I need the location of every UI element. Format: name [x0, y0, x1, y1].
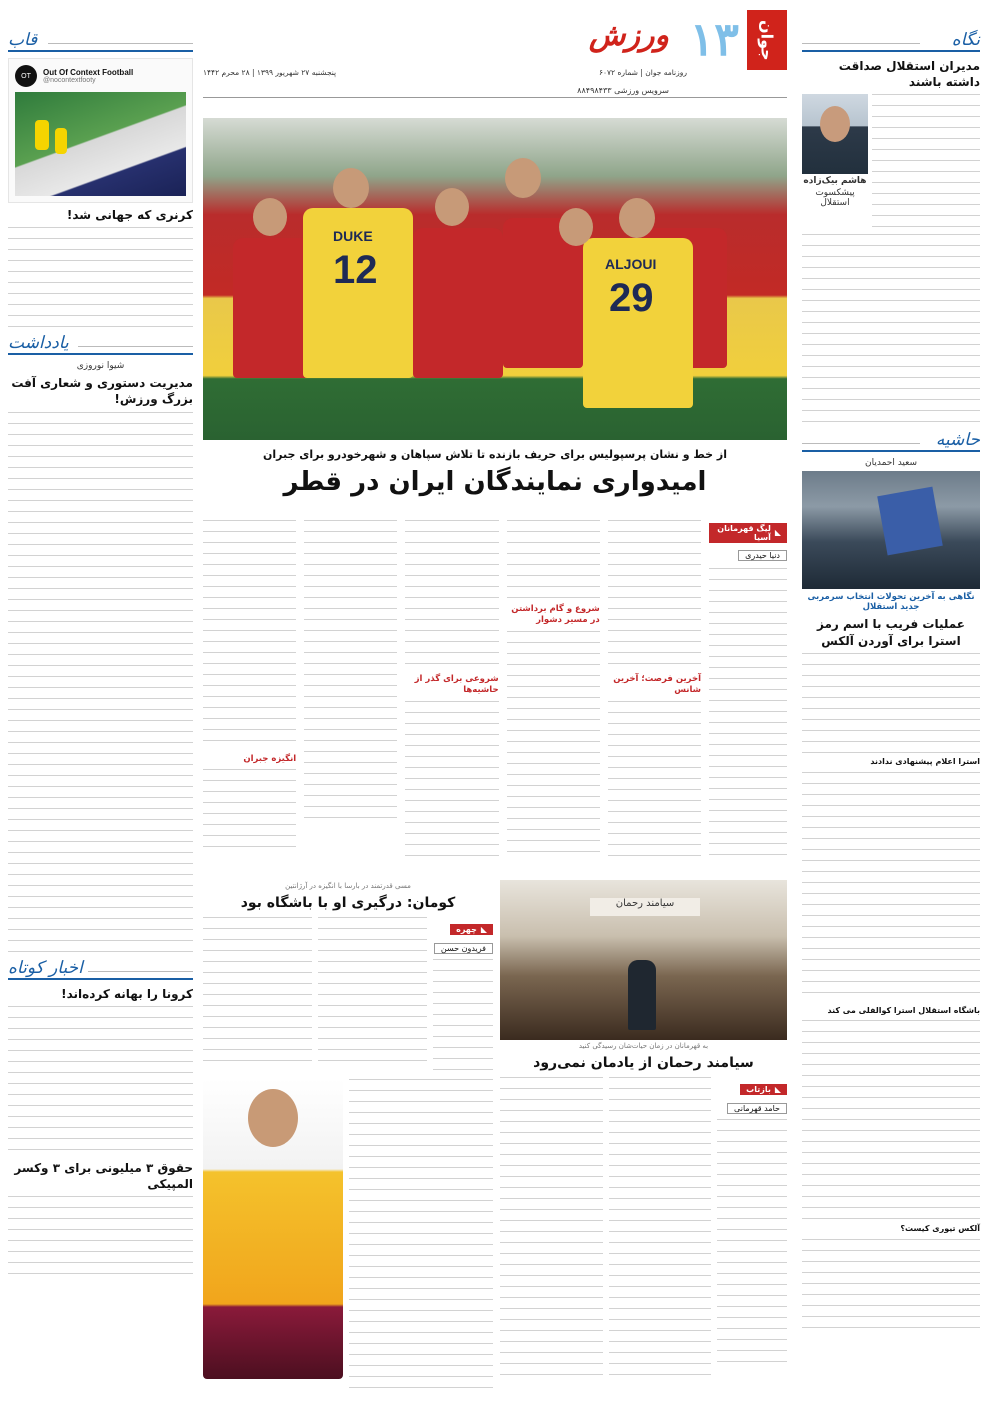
lead-author: دنیا حیدری: [738, 550, 787, 561]
story3-col-3: [500, 1077, 603, 1377]
masthead: [203, 10, 787, 98]
lead-col-2a: [608, 520, 701, 670]
alex-sub-2: باشگاه استقلال استرا کوالفلی می کند: [827, 1005, 980, 1015]
corner-body: [8, 227, 193, 327]
tweet-handle: @nocontextfooty: [43, 77, 96, 84]
jersey-name-1: DUKE: [333, 228, 373, 244]
crowd-photo[interactable]: [802, 471, 980, 589]
lead-col-1: [709, 568, 787, 858]
right-column: [802, 30, 980, 1329]
label-flag-icon: ◣: [774, 528, 781, 537]
lead-story: [203, 444, 787, 505]
section-title: ورزش: [588, 18, 669, 53]
story2-kicker: مسی قدرتمند در بارسا با انگیزه در آرژانتین: [285, 882, 411, 890]
tweet-avatar: OT: [15, 65, 37, 87]
lead-kicker: از خط و نشان پرسپولیس برای حریف بازنده تا تلاش سپاهان و شهرخودرو برای جبران: [263, 448, 727, 461]
story-siamand: [500, 880, 787, 1377]
contact-line: سرویس ورزشی ۸۸۴۹۸۴۳۳: [577, 86, 669, 95]
section-head-view: نگاه: [802, 30, 980, 52]
story2-headline[interactable]: کومان: درگیری او با باشگاه بود: [240, 895, 456, 911]
lead-sub-d: انگیزه جبران: [243, 754, 297, 764]
messi-photo[interactable]: [203, 1079, 343, 1379]
author2: سعید احمدیان: [864, 458, 918, 469]
lead-photo[interactable]: [203, 118, 787, 440]
section-head-note: یادداشت: [8, 333, 193, 355]
opinion-col-a: [872, 94, 980, 234]
opinion-body: [802, 234, 980, 426]
lead-sub-c: شروعی برای گذر از حاشیه‌ها: [414, 674, 499, 696]
masthead-meta: [203, 68, 687, 77]
story3-label: ◣ بازتاب: [740, 1084, 787, 1095]
brief-1-body: [8, 1006, 193, 1156]
lead-label: ◣ لیگ قهرمانان آسیا: [709, 523, 787, 543]
alex-body-4: [802, 1239, 980, 1329]
author-photo: [802, 94, 868, 174]
story2-col-1: [433, 959, 493, 1079]
date-line: پنجشنبه ۲۷ شهریور ۱۳۹۹ | ۲۸ محرم ۱۴۴۲: [203, 68, 337, 77]
story3-col-2: [609, 1077, 712, 1377]
photo-caption: نگاهی به آخرین تحولات انتخاب سرمربی جدید استقلال: [807, 592, 975, 613]
note-headline[interactable]: مدیریت دستوری و شعاری آفت بزرگ ورزش!: [11, 376, 193, 407]
story2-col-3: [203, 917, 312, 1067]
author-name: هاشم بیک‌زاده: [803, 176, 867, 187]
paper-line: روزنامه جوان | شماره ۶۰۷۲: [598, 68, 687, 77]
story3-col-1: [717, 1119, 787, 1369]
section-head-margin: حاشیه: [802, 430, 980, 452]
lead-col-5: [304, 520, 397, 820]
label-flag-icon: ◣: [480, 924, 487, 934]
office-sign: سیامند رحمان: [590, 898, 700, 916]
story-koeman: [203, 880, 493, 1389]
corner-headline[interactable]: کرنری که جهانی شد!: [66, 208, 193, 222]
lead-sub-b: آخرین فرصت؛ آخرین شانس: [613, 674, 701, 696]
page-number: ۱۳: [689, 12, 739, 66]
story3-headline[interactable]: سیامند رحمان از یادمان نمی‌رود: [533, 1055, 754, 1071]
section-head-frame: قاب: [8, 30, 193, 52]
lead-col-4a: [405, 520, 498, 670]
story2-col-2: [318, 917, 427, 1067]
left-column: [8, 30, 193, 1276]
lead-col-6a: [203, 520, 296, 750]
paper-logo[interactable]: جوان: [747, 10, 787, 70]
story-alex-headline[interactable]: عملیات فریب با اسم رمز استرا برای آوردن آلکس: [817, 617, 965, 648]
brief-2-body: [8, 1196, 193, 1276]
lead-col-3b: [507, 631, 600, 861]
story3-kicker: به قهرمانان در زمان حیات‌شان رسیدگی کنید: [578, 1042, 709, 1050]
story2-label: ◣ چهره: [450, 924, 493, 935]
jersey-number-2: 29: [609, 276, 654, 320]
brief-2-headline[interactable]: حقوق ۳ میلیونی برای ۳ وکسر المپیکی: [14, 1160, 193, 1191]
label-flag-icon: ◣: [774, 1084, 781, 1094]
tweet-name: Out Of Context Football: [43, 68, 134, 77]
alex-body-3: [802, 1020, 980, 1220]
brief-1-headline[interactable]: کرونا را بهانه کرده‌اند!: [61, 986, 193, 1001]
jersey-name-2: ALJOUI: [605, 256, 657, 272]
office-photo[interactable]: [500, 880, 787, 1040]
alex-body-2: [802, 772, 980, 1002]
note-author: شیوا نوروزی: [76, 361, 125, 372]
lead-col-2b: [608, 701, 701, 861]
story3-author: حامد قهرمانی: [727, 1103, 787, 1114]
author-role: پیشکسوت استقلال: [815, 188, 855, 209]
lead-col-3a: [507, 520, 600, 600]
tweet-image[interactable]: [15, 92, 186, 196]
lead-body: [203, 520, 787, 870]
alex-body-1: [802, 653, 980, 753]
opinion-headline[interactable]: مدیران استقلال صداقت داشته باشند: [838, 59, 980, 90]
lead-col-6b: [203, 769, 296, 849]
lead-headline[interactable]: امیدواری نمایندگان ایران در قطر: [283, 467, 707, 497]
section-head-briefs: اخبار کوتاه: [8, 958, 193, 980]
story2-col-4: [349, 1079, 493, 1389]
alex-sub-1: استرا اعلام پیشنهادی ندادند: [870, 756, 980, 766]
story2-author: فریدون حسن: [434, 943, 493, 954]
alex-sub-3: آلکس تیوری کیست؟: [900, 1224, 980, 1234]
jersey-number-1: 12: [333, 248, 378, 292]
note-body: [8, 412, 193, 952]
lead-sub-a: شروع و گام برداشتن در مسیر دشوار: [511, 604, 600, 626]
lead-col-4b: [405, 701, 498, 861]
tweet-card[interactable]: [8, 58, 193, 203]
